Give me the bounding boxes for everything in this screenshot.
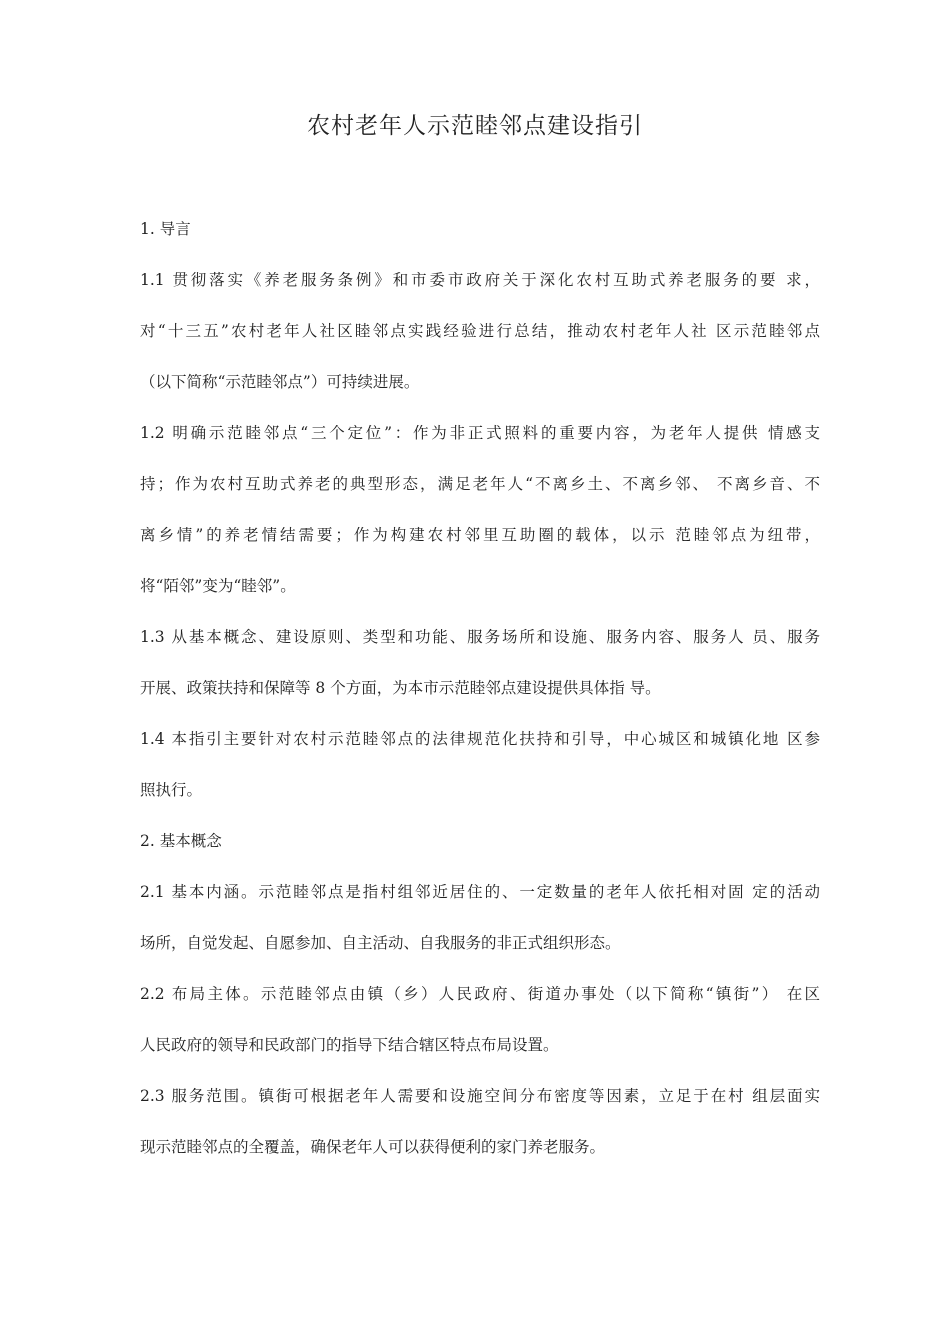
paragraph-line: （以下简称“示范睦邻点”）可持续进展。 bbox=[140, 373, 420, 391]
paragraph-line: 开展、政策扶持和保障等 8 个方面，为本市示范睦邻点建设提供具体指 导。 bbox=[140, 679, 661, 697]
paragraph-line: 人民政府的领导和民政部门的指导下结合辖区特点布局设置。 bbox=[140, 1036, 559, 1054]
paragraph-line: 对“十三五”农村老年人社区睦邻点实践经验进行总结，推动农村老年人社 区示范睦邻点 bbox=[140, 322, 820, 340]
paragraph-line: 照执行。 bbox=[140, 781, 203, 799]
section-heading-2: 2. 基本概念 bbox=[140, 832, 222, 850]
paragraph-line: 1.3 从基本概念、建设原则、类型和功能、服务场所和设施、服务内容、服务人 员、服务 bbox=[140, 628, 820, 646]
paragraph-line: 2.3 服务范围。镇街可根据老年人需要和设施空间分布密度等因素，立足于在村 组层面实 bbox=[140, 1087, 820, 1105]
paragraph-line: 2.2 布局主体。示范睦邻点由镇（乡）人民政府、街道办事处（以下简称“镇街”） 在区 bbox=[140, 985, 820, 1003]
paragraph-line: 现示范睦邻点的全覆盖，确保老年人可以获得便利的家门养老服务。 bbox=[140, 1138, 606, 1156]
paragraph-line: 1.2 明确示范睦邻点“三个定位”：作为非正式照料的重要内容，为老年人提供 情感支 bbox=[140, 424, 820, 442]
section-heading-1: 1. 导言 bbox=[140, 220, 191, 238]
paragraph-line: 1.1 贯彻落实《养老服务条例》和市委市政府关于深化农村互助式养老服务的要 求， bbox=[140, 271, 820, 289]
paragraph-line: 持；作为农村互助式养老的典型形态，满足老年人“不离乡土、不离乡邻、 不离乡音、不 bbox=[140, 475, 820, 493]
paragraph-line: 离乡情”的养老情结需要；作为构建农村邻里互助圈的载体，以示 范睦邻点为纽带， bbox=[140, 526, 820, 544]
paragraph-line: 1.4 本指引主要针对农村示范睦邻点的法律规范化扶持和引导，中心城区和城镇化地 区参 bbox=[140, 730, 820, 748]
paragraph-line: 2.1 基本内涵。示范睦邻点是指村组邻近居住的、一定数量的老年人依托相对固 定的活动 bbox=[140, 883, 820, 901]
document-body bbox=[140, 204, 820, 1173]
document-title: 农村老年人示范睦邻点建设指引 bbox=[307, 113, 643, 139]
paragraph-line: 场所，自觉发起、自愿参加、自主活动、自我服务的非正式组织形态。 bbox=[140, 934, 621, 952]
paragraph-line: 将“陌邻”变为“睦邻”。 bbox=[140, 577, 296, 595]
